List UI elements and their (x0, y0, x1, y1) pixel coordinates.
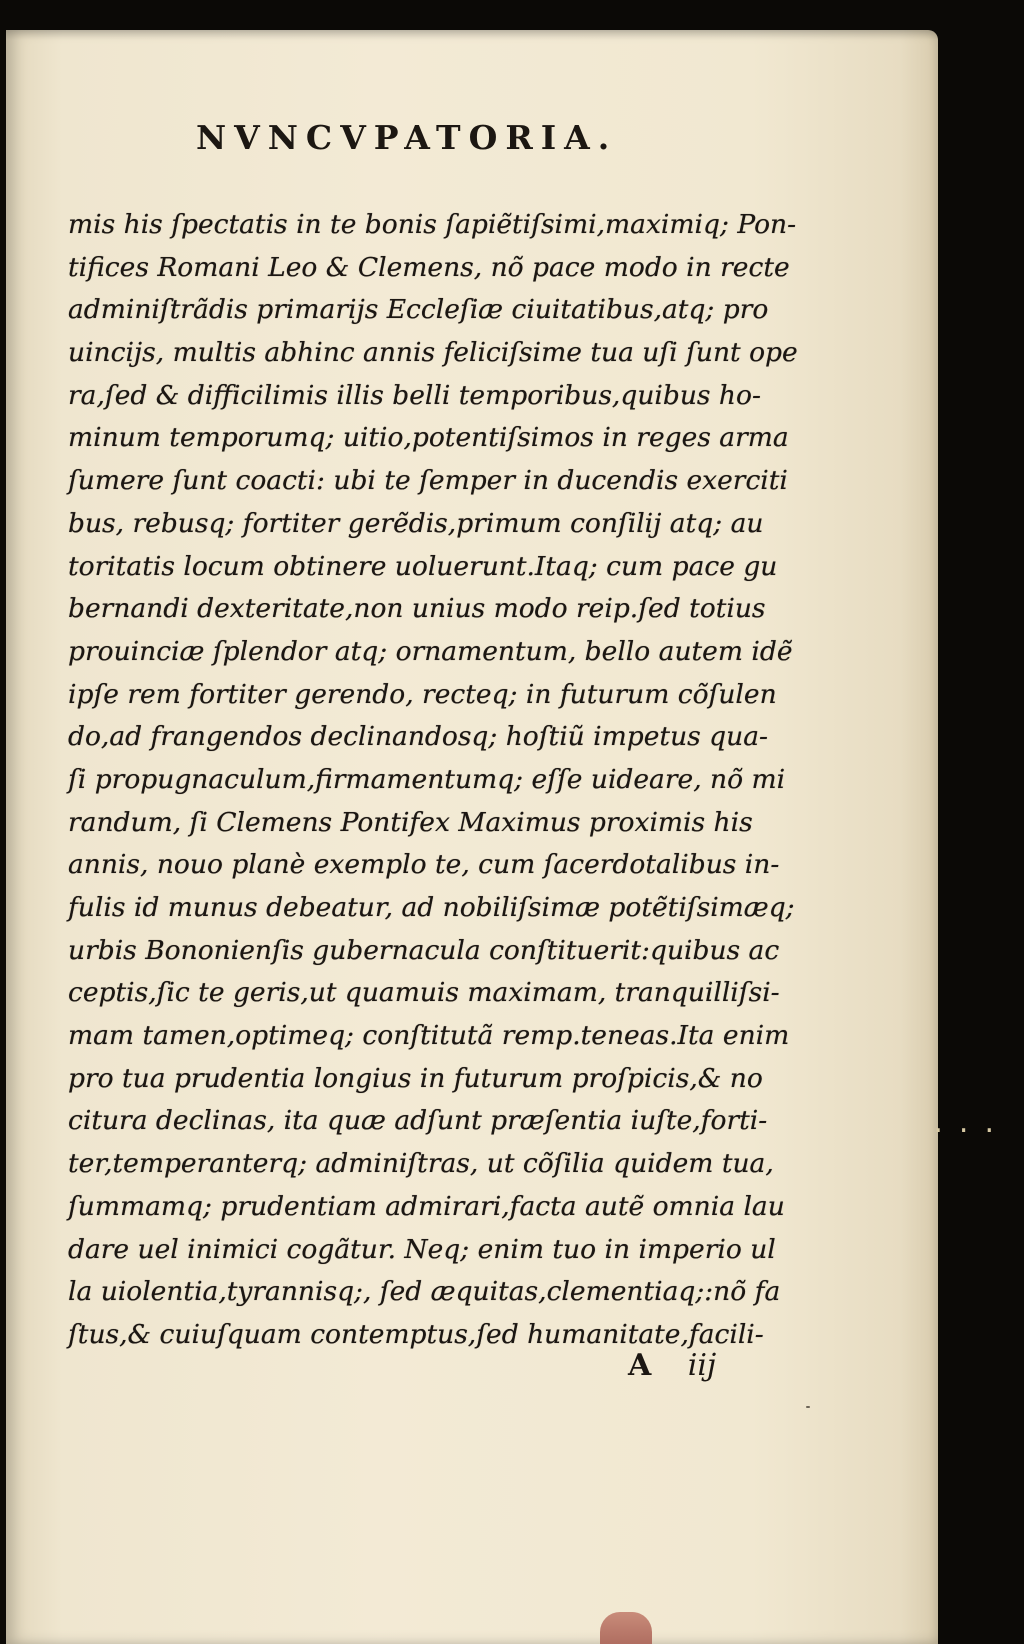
text-line: uincijs, multis abhinc annis feliciſsime tua uſi ſunt ope (68, 337, 798, 369)
text-line: ceptis,ſic te geris,ut quamuis maximam, tranquilliſsi- (68, 977, 780, 1009)
text-line: dare uel inimici cogãtur. Neq; enim tuo in imperio ul (68, 1233, 776, 1265)
text-line: urbis Bononienſis gubernacula conſtituerit:quibus ac (68, 934, 780, 966)
text-line: ſtus,& cuiuſquam contemptus,ſed humanitate,facili- (68, 1318, 764, 1350)
text-line: citura declinas, ita quæ adſunt præſentia iuſte,forti- (68, 1105, 768, 1137)
text-line: mis his ſpectatis in te bonis ſapiẽtiſsimi,maximiq; Pon- (68, 209, 797, 240)
text-line: toritatis locum obtinere uoluerunt.Itaq; cum pace gu (68, 550, 778, 582)
text-line: minum temporumq; uitio,potentiſsimos in reges arma (68, 422, 789, 454)
text-line: do,ad frangendos declinandosq; hoſtiũ impetus qua- (68, 721, 768, 753)
book-page (6, 30, 938, 1644)
body-text (68, 204, 798, 1357)
running-head: NVNCVPATORIA. (196, 118, 618, 157)
signature-mark (628, 1348, 716, 1383)
text-line: ſi propugnaculum,firmamentumq; eſſe uideare, nõ mi (68, 763, 786, 795)
text-line: prouinciæ ſplendor atq; ornamentum, bello autem idẽ (68, 635, 793, 667)
signature-folio: iij (687, 1348, 717, 1383)
text-line: ſumere ſunt coacti: ubi te ſemper in ducendis exerciti (68, 465, 788, 497)
text-line: ipſe rem fortiter gerendo, recteq; in futurum cõſulen (68, 678, 777, 710)
margin-mark: ... (933, 1105, 1010, 1140)
text-line: ſummamq; prudentiam admirari,facta autẽ omnia lau (68, 1190, 785, 1222)
text-line: ra,ſed & difficilimis illis belli temporibus,quibus ho- (68, 379, 761, 411)
page-top-shadow (6, 30, 938, 40)
text-line: bernandi dexteritate,non unius modo reip.ſed totius (68, 593, 766, 625)
signature-letter: A (628, 1348, 652, 1383)
text-line: ter,temperanterq; adminiſtras, ut cõſilia quidem tua, (68, 1148, 774, 1180)
text-line: adminiſtrãdis primarijs Eccleſiæ ciuitatibus,atq; pro (68, 294, 769, 326)
text-line: randum, ſi Clemens Pontifex Maximus proximis his (68, 806, 753, 838)
thumb-at-bottom (600, 1612, 652, 1644)
text-line: annis, nouo planè exemplo te, cum ſacerdotalibus in- (68, 849, 780, 881)
text-line: pro tua prudentia longius in futurum proſpicis,& no (68, 1062, 763, 1094)
text-line: tifices Romani Leo & Clemens, nõ pace modo in recte (68, 251, 790, 283)
text-line: la uiolentia,tyrannisq;, ſed æquitas,clementiaq;:nõ fa (68, 1276, 781, 1308)
text-line: bus, rebusq; fortiter gerẽdis,primum conſilij atq; au (68, 507, 764, 539)
text-line: fulis id munus debeatur, ad nobiliſsimæ potẽtiſsimæq; (68, 892, 795, 923)
paper-speck (806, 1406, 810, 1408)
text-line: mam tamen,optimeq; conſtitutã remp.teneas.Ita enim (68, 1020, 790, 1052)
